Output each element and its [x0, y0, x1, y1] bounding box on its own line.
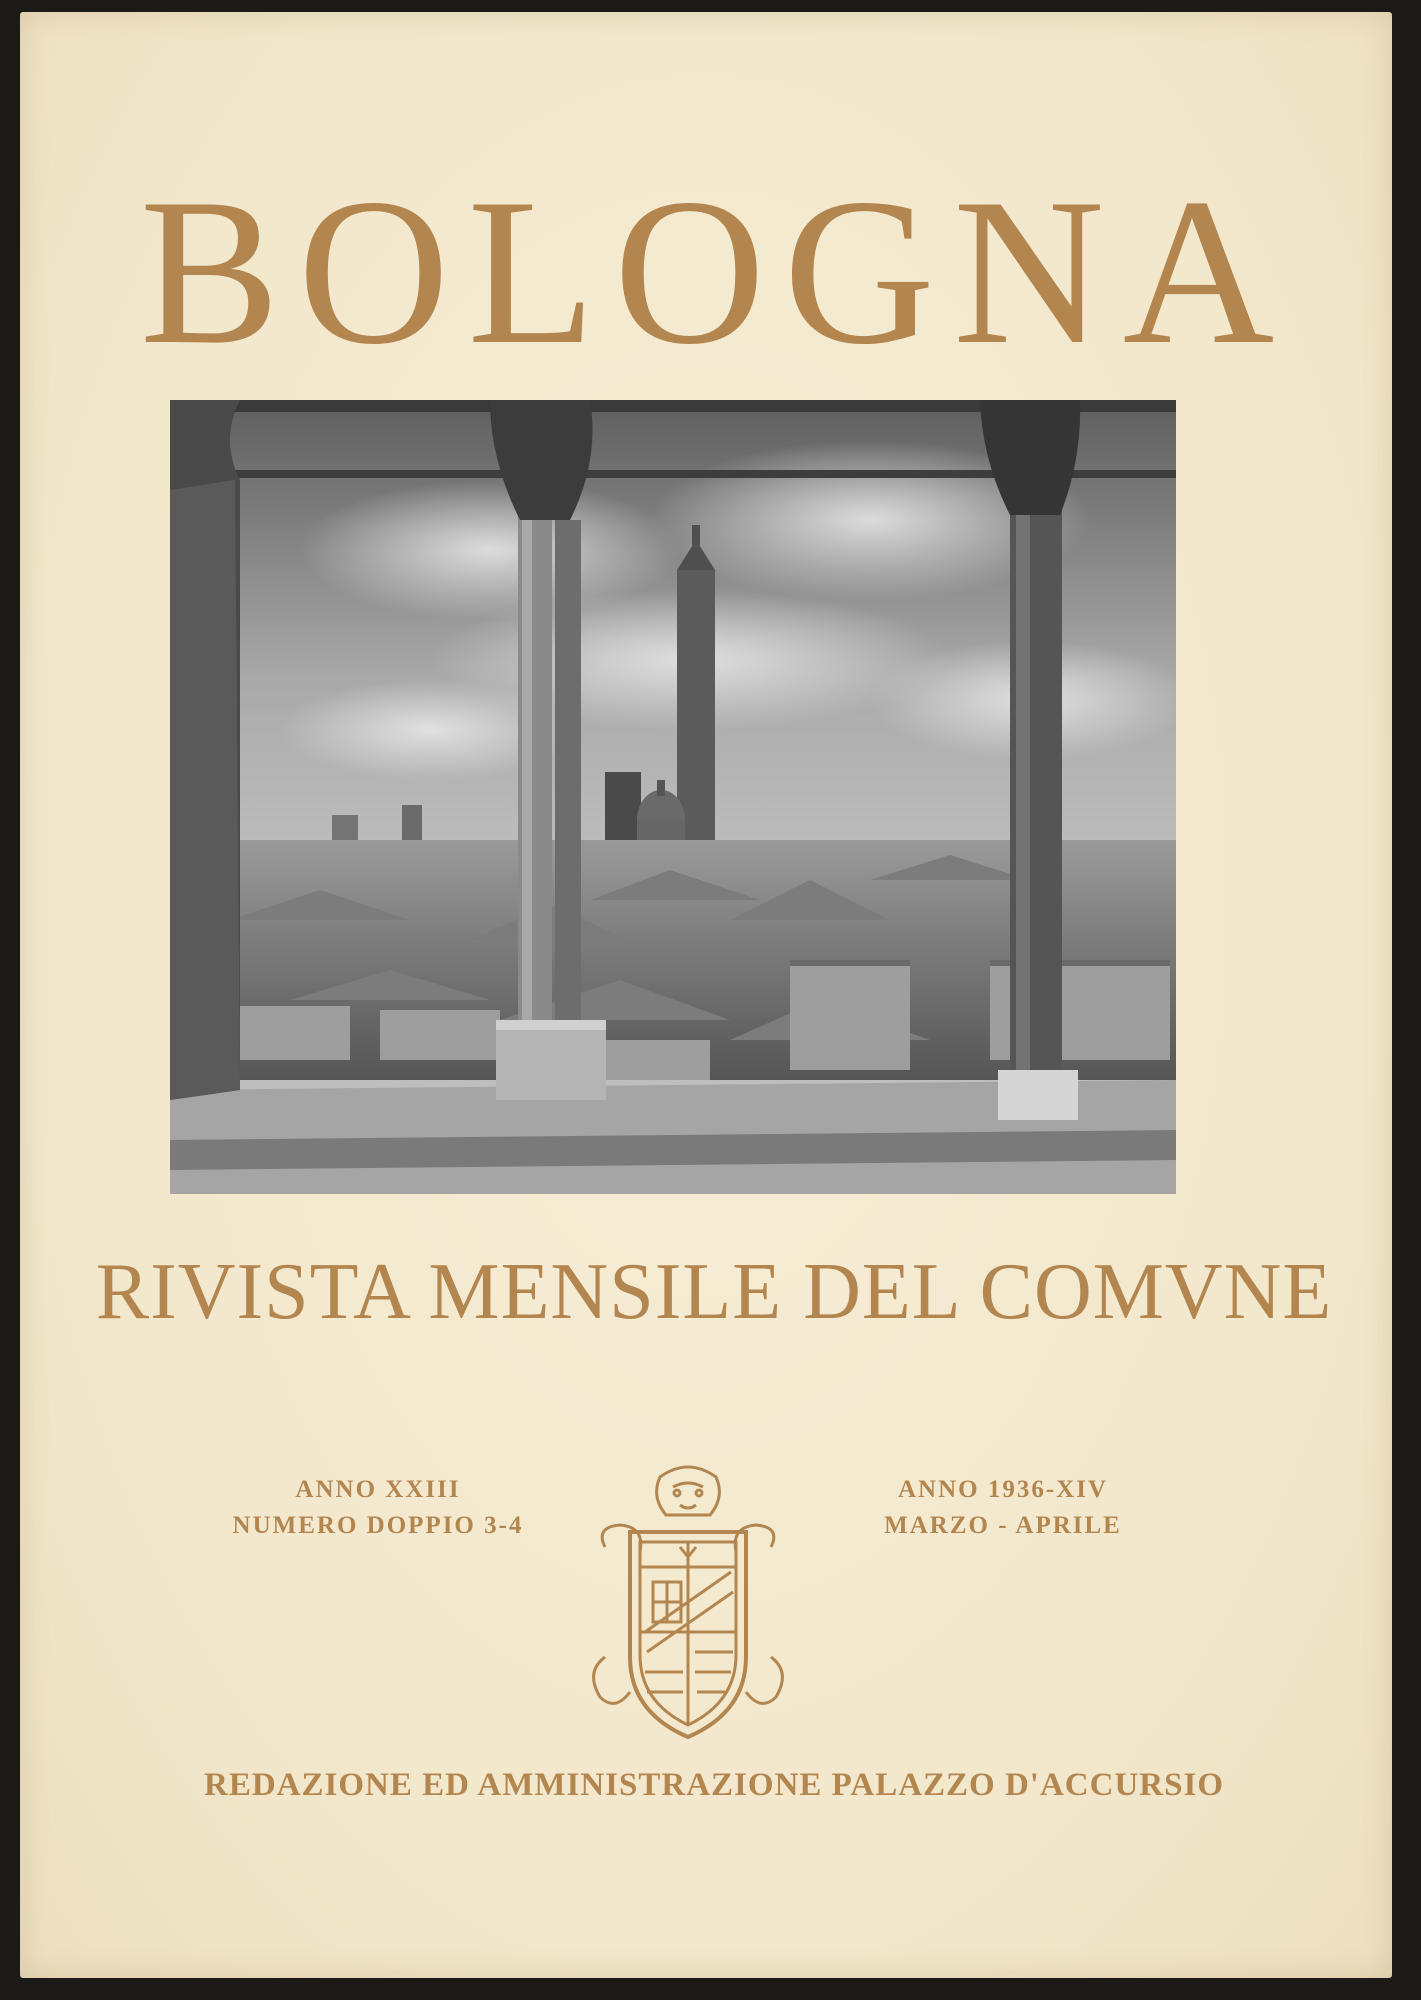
city-skyline-photo [170, 400, 1176, 1194]
coat-of-arms-icon [585, 1457, 791, 1745]
issue-year: ANNO 1936-XIV [897, 1476, 1109, 1503]
issue-info-right [858, 1472, 1148, 1544]
issue-info-left [213, 1472, 543, 1544]
issue-number: NUMERO DOPPIO 3-4 [232, 1512, 524, 1539]
volume-number: ANNO XXIII [295, 1476, 461, 1503]
cover-photo [170, 400, 1176, 1194]
magazine-title: BOLOGNA [139, 156, 1293, 388]
magazine-subtitle: RIVISTA MENSILE DEL COMVNE [95, 1248, 1333, 1336]
magazine-cover [20, 12, 1392, 1978]
issue-months: MARZO - APRILE [884, 1512, 1122, 1539]
publisher-address: REDAZIONE ED AMMINISTRAZIONE PALAZZO D'ACCURSIO [203, 1767, 1225, 1803]
